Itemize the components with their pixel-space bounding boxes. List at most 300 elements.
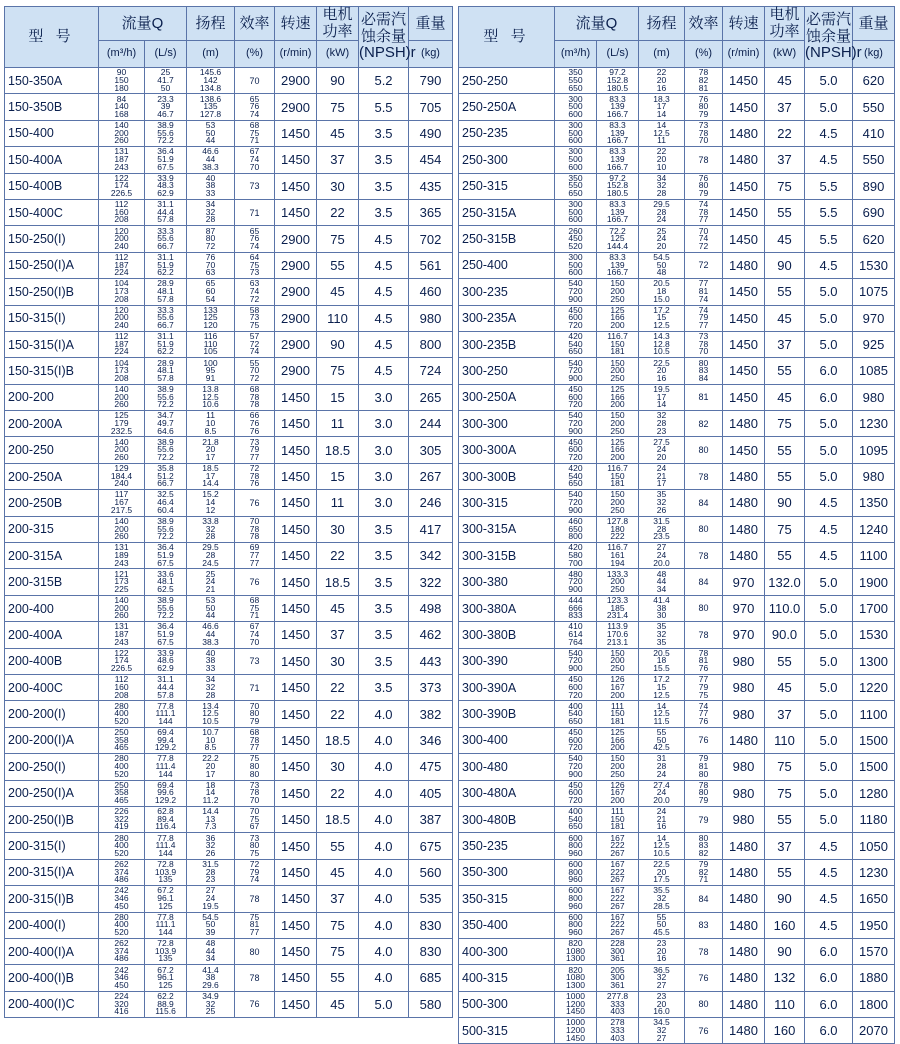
cell-eff-value: 79 bbox=[698, 795, 709, 806]
cell-head-value: 10 bbox=[205, 417, 216, 428]
cell-model: 300-235A bbox=[459, 305, 555, 331]
cell-head-value: 31.5 bbox=[653, 515, 670, 526]
cell-head-value: 24 bbox=[205, 576, 216, 587]
cell-npsh: 4.5 bbox=[359, 331, 409, 357]
cell-eff-value: 76 bbox=[698, 735, 709, 746]
cell-m3h bbox=[99, 147, 145, 173]
cell-power: 18.5 bbox=[317, 569, 359, 595]
cell-speed: 1450 bbox=[275, 384, 317, 410]
cell-eff bbox=[685, 543, 723, 569]
cell-ls-value: 166 bbox=[610, 312, 625, 323]
cell-head-value: 35 bbox=[656, 621, 667, 632]
cell-eff-value: 84 bbox=[698, 893, 709, 904]
cell-head-value: 20 bbox=[656, 240, 667, 251]
cell-head-value: 27 bbox=[205, 885, 216, 896]
cell-ls bbox=[145, 543, 187, 569]
cell-m3h-value: 960 bbox=[568, 927, 583, 938]
cell-eff-value: 73 bbox=[249, 267, 260, 278]
cell-ls bbox=[597, 754, 639, 780]
cell-m3h bbox=[555, 569, 597, 595]
cell-npsh: 4.0 bbox=[359, 727, 409, 753]
cell-eff bbox=[685, 516, 723, 542]
cell-eff-value: 76 bbox=[249, 497, 260, 508]
cell-head bbox=[639, 305, 685, 331]
cell-eff-value: 74 bbox=[249, 346, 260, 357]
cell-head-value: 40 bbox=[205, 172, 216, 183]
cell-weight: 417 bbox=[409, 516, 453, 542]
cell-m3h bbox=[555, 674, 597, 700]
cell-power: 55 bbox=[317, 833, 359, 859]
cell-head-value: 12.5 bbox=[202, 391, 219, 402]
cell-head bbox=[187, 279, 235, 305]
cell-ls-value: 194 bbox=[610, 557, 625, 568]
cell-ls-value: 123.3 bbox=[606, 595, 629, 606]
cell-eff-value: 82 bbox=[698, 74, 709, 85]
cell-speed: 1450 bbox=[275, 886, 317, 912]
cell-weight: 387 bbox=[409, 806, 453, 832]
cell-m3h bbox=[555, 279, 597, 305]
cell-model: 300-315 bbox=[459, 490, 555, 516]
cell-eff-value: 81 bbox=[698, 286, 709, 296]
cell-eff bbox=[685, 68, 723, 94]
cell-ls-value: 36.4 bbox=[157, 621, 174, 632]
cell-m3h-value: 240 bbox=[114, 320, 129, 331]
cell-eff-value: 81 bbox=[698, 761, 709, 772]
cell-model: 300-400 bbox=[459, 727, 555, 753]
cell-ls-value: 250 bbox=[610, 372, 625, 383]
cell-head-value: 24 bbox=[656, 444, 667, 455]
cell-head bbox=[639, 490, 685, 516]
cell-npsh: 5.0 bbox=[805, 674, 853, 700]
header-weight-unit: (kg) bbox=[409, 41, 453, 68]
cell-model: 500-300 bbox=[459, 991, 555, 1017]
cell-m3h-value: 900 bbox=[568, 372, 583, 383]
cell-speed: 2900 bbox=[275, 358, 317, 384]
cell-npsh: 4.5 bbox=[805, 252, 853, 278]
cell-m3h-value: 226.5 bbox=[110, 188, 133, 199]
cell-ls bbox=[597, 279, 639, 305]
cell-m3h-value: 346 bbox=[114, 892, 129, 903]
cell-model: 200-250 bbox=[5, 437, 99, 463]
cell-npsh: 5.0 bbox=[805, 94, 853, 120]
cell-eff-value: 71 bbox=[698, 874, 709, 885]
cell-ls bbox=[597, 147, 639, 173]
cell-eff-value: 80 bbox=[698, 999, 709, 1010]
cell-speed: 1450 bbox=[723, 437, 765, 463]
table-row bbox=[5, 94, 453, 120]
cell-eff bbox=[235, 674, 275, 700]
cell-ls-value: 55.6 bbox=[157, 312, 174, 323]
cell-model: 300-300B bbox=[459, 463, 555, 489]
cell-eff-value: 72 bbox=[698, 260, 709, 271]
cell-weight: 1100 bbox=[853, 543, 895, 569]
cell-eff-value: 76 bbox=[249, 478, 260, 489]
cell-head-value: 23.5 bbox=[653, 531, 670, 542]
cell-eff bbox=[685, 1018, 723, 1044]
cell-eff bbox=[235, 991, 275, 1017]
cell-head-value: 20.5 bbox=[653, 647, 670, 658]
cell-ls bbox=[597, 622, 639, 648]
cell-m3h bbox=[99, 595, 145, 621]
cell-model: 300-380A bbox=[459, 595, 555, 621]
cell-m3h-value: 300 bbox=[568, 93, 583, 104]
cell-m3h bbox=[99, 279, 145, 305]
cell-power: 37 bbox=[765, 94, 805, 120]
cell-model: 200-200(I)A bbox=[5, 727, 99, 753]
cell-eff bbox=[685, 806, 723, 832]
cell-npsh: 5.0 bbox=[805, 595, 853, 621]
cell-m3h-value: 900 bbox=[568, 293, 583, 304]
cell-m3h bbox=[555, 622, 597, 648]
cell-head bbox=[187, 648, 235, 674]
cell-eff-value: 73 bbox=[249, 436, 260, 447]
cell-m3h-value: 187 bbox=[114, 338, 129, 349]
cell-ls bbox=[597, 965, 639, 991]
cell-head-value: 11.5 bbox=[653, 715, 670, 726]
cell-m3h-value: 121 bbox=[114, 568, 129, 579]
cell-weight: 1180 bbox=[853, 806, 895, 832]
cell-ls-value: 228 bbox=[610, 938, 625, 949]
cell-head-value: 14.4 bbox=[202, 478, 219, 489]
cell-m3h-value: 450 bbox=[114, 900, 129, 911]
cell-eff-value: 76 bbox=[249, 233, 260, 244]
table-row bbox=[5, 463, 453, 489]
cell-ls bbox=[597, 463, 639, 489]
cell-eff-value: 63 bbox=[249, 278, 260, 289]
cell-head-value: 34 bbox=[656, 583, 667, 594]
cell-ls-value: 129.2 bbox=[154, 795, 177, 806]
cell-m3h-value: 346 bbox=[114, 972, 129, 983]
cell-ls bbox=[145, 806, 187, 832]
cell-head-value: 15 bbox=[656, 312, 667, 323]
cell-weight: 1570 bbox=[853, 938, 895, 964]
cell-ls-value: 125 bbox=[610, 383, 625, 394]
cell-head-value: 28 bbox=[205, 689, 216, 700]
cell-m3h-value: 420 bbox=[568, 542, 583, 553]
cell-m3h-value: 833 bbox=[568, 610, 583, 621]
cell-ls-value: 57.8 bbox=[157, 372, 174, 383]
cell-ls-value: 57.8 bbox=[157, 689, 174, 700]
cell-head-value: 28 bbox=[656, 188, 667, 199]
cell-head-value: 28.5 bbox=[653, 900, 670, 911]
table-row bbox=[459, 965, 895, 991]
table-row bbox=[5, 912, 453, 938]
cell-speed: 1450 bbox=[723, 173, 765, 199]
cell-head-value: 7.3 bbox=[204, 821, 217, 832]
table-row bbox=[5, 859, 453, 885]
cell-m3h-value: 174 bbox=[114, 180, 129, 191]
cell-m3h-value: 200 bbox=[114, 444, 129, 455]
cell-head-value: 32 bbox=[656, 410, 667, 421]
cell-m3h bbox=[555, 331, 597, 357]
cell-weight: 620 bbox=[853, 226, 895, 252]
cell-npsh: 4.5 bbox=[805, 886, 853, 912]
cell-eff bbox=[685, 622, 723, 648]
cell-speed: 1450 bbox=[275, 806, 317, 832]
cell-m3h bbox=[99, 991, 145, 1017]
table-row bbox=[459, 595, 895, 621]
cell-ls-value: 139 bbox=[610, 154, 625, 165]
cell-ls-value: 55.6 bbox=[157, 444, 174, 455]
cell-weight: 1500 bbox=[853, 727, 895, 753]
cell-power: 22 bbox=[317, 199, 359, 225]
cell-m3h bbox=[99, 569, 145, 595]
cell-npsh: 5.0 bbox=[805, 68, 853, 94]
table-row bbox=[459, 622, 895, 648]
cell-eff-value: 74 bbox=[249, 108, 260, 119]
cell-head-value: 70 bbox=[205, 259, 216, 270]
cell-npsh: 4.0 bbox=[359, 886, 409, 912]
cell-m3h-value: 374 bbox=[114, 945, 129, 956]
cell-eff bbox=[685, 859, 723, 885]
cell-m3h-value: 800 bbox=[568, 919, 583, 930]
cell-m3h-value: 580 bbox=[568, 549, 583, 560]
cell-npsh: 5.0 bbox=[805, 754, 853, 780]
cell-eff-value: 79 bbox=[698, 753, 709, 764]
cell-weight: 980 bbox=[853, 384, 895, 410]
cell-ls bbox=[597, 1018, 639, 1044]
cell-power: 75 bbox=[765, 411, 805, 437]
cell-model: 200-315(I)A bbox=[5, 859, 99, 885]
cell-ls-value: 403 bbox=[610, 1006, 625, 1017]
cell-npsh: 4.0 bbox=[359, 833, 409, 859]
header-npsh-label: 必需汽蚀余量 bbox=[361, 11, 407, 45]
cell-npsh: 3.0 bbox=[359, 490, 409, 516]
cell-ls-value: 83.3 bbox=[609, 146, 626, 157]
cell-head bbox=[639, 859, 685, 885]
cell-npsh: 5.0 bbox=[805, 727, 853, 753]
cell-eff-value: 73 bbox=[249, 656, 260, 667]
cell-m3h bbox=[555, 120, 597, 146]
cell-m3h-value: 600 bbox=[568, 444, 583, 455]
cell-m3h-value: 140 bbox=[114, 120, 129, 131]
cell-model: 150-400B bbox=[5, 173, 99, 199]
cell-head bbox=[639, 569, 685, 595]
cell-ls bbox=[145, 68, 187, 94]
cell-power: 18.5 bbox=[317, 727, 359, 753]
header-motor-power-unit: (kW) bbox=[765, 41, 805, 68]
cell-weight: 970 bbox=[853, 305, 895, 331]
cell-speed: 1480 bbox=[723, 147, 765, 173]
table-row bbox=[5, 358, 453, 384]
cell-head-value: 44 bbox=[205, 135, 216, 146]
cell-m3h-value: 700 bbox=[568, 557, 583, 568]
cell-head bbox=[639, 938, 685, 964]
table-row bbox=[459, 780, 895, 806]
cell-npsh: 5.0 bbox=[805, 622, 853, 648]
cell-m3h-value: 320 bbox=[114, 998, 129, 1009]
cell-head-value: 38.3 bbox=[202, 636, 219, 647]
cell-ls-value: 250 bbox=[610, 504, 625, 515]
cell-head-value: 38.3 bbox=[202, 161, 219, 172]
cell-eff bbox=[685, 938, 723, 964]
cell-ls bbox=[145, 147, 187, 173]
cell-head-value: 35 bbox=[656, 636, 667, 647]
cell-head-value: 91 bbox=[205, 372, 216, 383]
cell-head bbox=[639, 437, 685, 463]
cell-eff-value: 78 bbox=[249, 531, 260, 542]
cell-speed: 1450 bbox=[723, 68, 765, 94]
cell-npsh: 3.0 bbox=[359, 463, 409, 489]
cell-power: 160 bbox=[765, 1018, 805, 1044]
cell-ls-value: 51.9 bbox=[157, 154, 174, 165]
cell-ls-value: 97.2 bbox=[609, 67, 626, 78]
header-motor-power: 电机功率 bbox=[765, 7, 805, 41]
cell-m3h-value: 650 bbox=[568, 523, 583, 534]
cell-ls-value: 126 bbox=[610, 674, 625, 685]
cell-power: 22 bbox=[317, 674, 359, 700]
cell-m3h-value: 140 bbox=[114, 515, 129, 526]
cell-head bbox=[187, 965, 235, 991]
table-row bbox=[5, 516, 453, 542]
cell-ls-value: 72.2 bbox=[609, 225, 626, 236]
cell-ls-value: 129.2 bbox=[154, 742, 177, 753]
cell-eff-value: 78 bbox=[249, 734, 260, 745]
cell-m3h-value: 180 bbox=[114, 82, 129, 93]
cell-m3h-value: 520 bbox=[114, 847, 129, 858]
cell-weight: 690 bbox=[853, 199, 895, 225]
cell-ls bbox=[597, 490, 639, 516]
cell-ls-value: 111 bbox=[611, 700, 624, 711]
cell-eff bbox=[235, 965, 275, 991]
cell-model: 250-315B bbox=[459, 226, 555, 252]
cell-eff bbox=[235, 516, 275, 542]
cell-m3h-value: 1450 bbox=[566, 1006, 585, 1017]
cell-power: 55 bbox=[765, 279, 805, 305]
cell-m3h-value: 600 bbox=[568, 267, 583, 278]
cell-eff-value: 74 bbox=[249, 286, 260, 296]
cell-ls-value: 267 bbox=[610, 847, 625, 858]
cell-weight: 1500 bbox=[853, 754, 895, 780]
cell-head-value: 95 bbox=[205, 365, 216, 376]
cell-ls-value: 33.9 bbox=[157, 172, 174, 183]
cell-head-value: 32 bbox=[205, 840, 216, 851]
cell-m3h-value: 720 bbox=[568, 320, 583, 331]
cell-m3h-value: 174 bbox=[114, 655, 129, 666]
cell-eff-value: 77 bbox=[249, 557, 260, 568]
cell-ls-value: 99.6 bbox=[157, 787, 174, 798]
cell-npsh: 3.5 bbox=[359, 147, 409, 173]
cell-m3h-value: 500 bbox=[568, 206, 583, 217]
cell-m3h-value: 129 bbox=[114, 463, 129, 474]
table-row bbox=[5, 886, 453, 912]
cell-ls bbox=[145, 199, 187, 225]
cell-m3h-value: 120 bbox=[114, 225, 129, 236]
cell-eff bbox=[685, 331, 723, 357]
cell-power: 11 bbox=[317, 490, 359, 516]
cell-m3h bbox=[555, 516, 597, 542]
cell-m3h-value: 131 bbox=[114, 621, 129, 632]
cell-ls-value: 72.8 bbox=[157, 938, 174, 949]
cell-npsh: 3.0 bbox=[359, 411, 409, 437]
cell-power: 75 bbox=[317, 938, 359, 964]
cell-ls-value: 111.4 bbox=[155, 840, 176, 851]
cell-m3h bbox=[555, 147, 597, 173]
cell-speed: 2900 bbox=[275, 94, 317, 120]
cell-npsh: 5.0 bbox=[805, 701, 853, 727]
cell-m3h bbox=[555, 754, 597, 780]
cell-ls-value: 72.8 bbox=[157, 858, 174, 869]
cell-m3h-value: 480 bbox=[568, 568, 583, 579]
cell-m3h-value: 486 bbox=[114, 874, 129, 885]
cell-power: 55 bbox=[317, 252, 359, 278]
cell-ls bbox=[597, 173, 639, 199]
cell-weight: 475 bbox=[409, 754, 453, 780]
cell-ls-value: 48.3 bbox=[157, 180, 174, 191]
cell-m3h-value: 650 bbox=[568, 821, 583, 832]
cell-power: 45 bbox=[317, 279, 359, 305]
cell-eff-value: 79 bbox=[698, 681, 709, 692]
cell-weight: 705 bbox=[409, 94, 453, 120]
cell-head-value: 29.6 bbox=[202, 979, 219, 990]
header-weight: 重量 bbox=[409, 7, 453, 41]
cell-power: 45 bbox=[317, 859, 359, 885]
cell-ls-value: 83.3 bbox=[609, 120, 626, 131]
cell-head bbox=[639, 173, 685, 199]
cell-head-value: 34 bbox=[656, 172, 667, 183]
cell-power: 45 bbox=[765, 226, 805, 252]
cell-eff bbox=[685, 674, 723, 700]
cell-m3h-value: 112 bbox=[114, 674, 129, 685]
cell-power: 160 bbox=[765, 912, 805, 938]
cell-head-value: 44 bbox=[656, 576, 667, 587]
cell-m3h-value: 1000 bbox=[566, 1017, 585, 1028]
cell-eff bbox=[235, 279, 275, 305]
cell-head-value: 20.0 bbox=[653, 557, 670, 568]
cell-model: 200-400(I) bbox=[5, 912, 99, 938]
header-weight-unit: (kg) bbox=[853, 41, 895, 68]
cell-m3h-value: 540 bbox=[568, 753, 583, 764]
cell-ls-value: 250 bbox=[610, 768, 625, 779]
cell-eff-value: 72 bbox=[249, 858, 260, 869]
cell-npsh: 4.0 bbox=[359, 806, 409, 832]
cell-eff-value: 79 bbox=[249, 866, 260, 877]
cell-eff-value: 75 bbox=[698, 689, 709, 700]
cell-head-value: 20 bbox=[656, 998, 667, 1009]
cell-eff bbox=[235, 226, 275, 252]
cell-head bbox=[639, 94, 685, 120]
cell-power: 18.5 bbox=[317, 437, 359, 463]
cell-weight: 1650 bbox=[853, 886, 895, 912]
cell-eff-value: 78 bbox=[249, 470, 260, 481]
cell-ls bbox=[145, 595, 187, 621]
table-row bbox=[459, 754, 895, 780]
cell-ls-value: 166.7 bbox=[606, 161, 629, 172]
cell-m3h bbox=[99, 754, 145, 780]
cell-ls bbox=[597, 780, 639, 806]
cell-eff bbox=[235, 622, 275, 648]
cell-ls-value: 77.8 bbox=[157, 911, 174, 922]
cell-ls bbox=[145, 173, 187, 199]
cell-ls-value: 267 bbox=[610, 927, 625, 938]
cell-ls-value: 111.4 bbox=[155, 761, 176, 772]
cell-npsh: 6.0 bbox=[805, 965, 853, 991]
cell-m3h bbox=[99, 437, 145, 463]
cell-m3h-value: 450 bbox=[568, 383, 583, 394]
cell-ls-value: 135 bbox=[158, 874, 173, 885]
table-row bbox=[459, 727, 895, 753]
cell-eff-value: 74 bbox=[698, 304, 709, 315]
cell-ls-value: 62.5 bbox=[157, 583, 174, 594]
cell-speed: 1450 bbox=[723, 226, 765, 252]
cell-model: 200-315B bbox=[5, 569, 99, 595]
cell-m3h-value: 540 bbox=[568, 357, 583, 368]
cell-model: 150-315(I)B bbox=[5, 358, 99, 384]
cell-ls-value: 62.2 bbox=[157, 267, 174, 278]
cell-ls-value: 180.5 bbox=[606, 82, 629, 93]
cell-ls-value: 333 bbox=[610, 1024, 625, 1035]
cell-ls bbox=[597, 648, 639, 674]
